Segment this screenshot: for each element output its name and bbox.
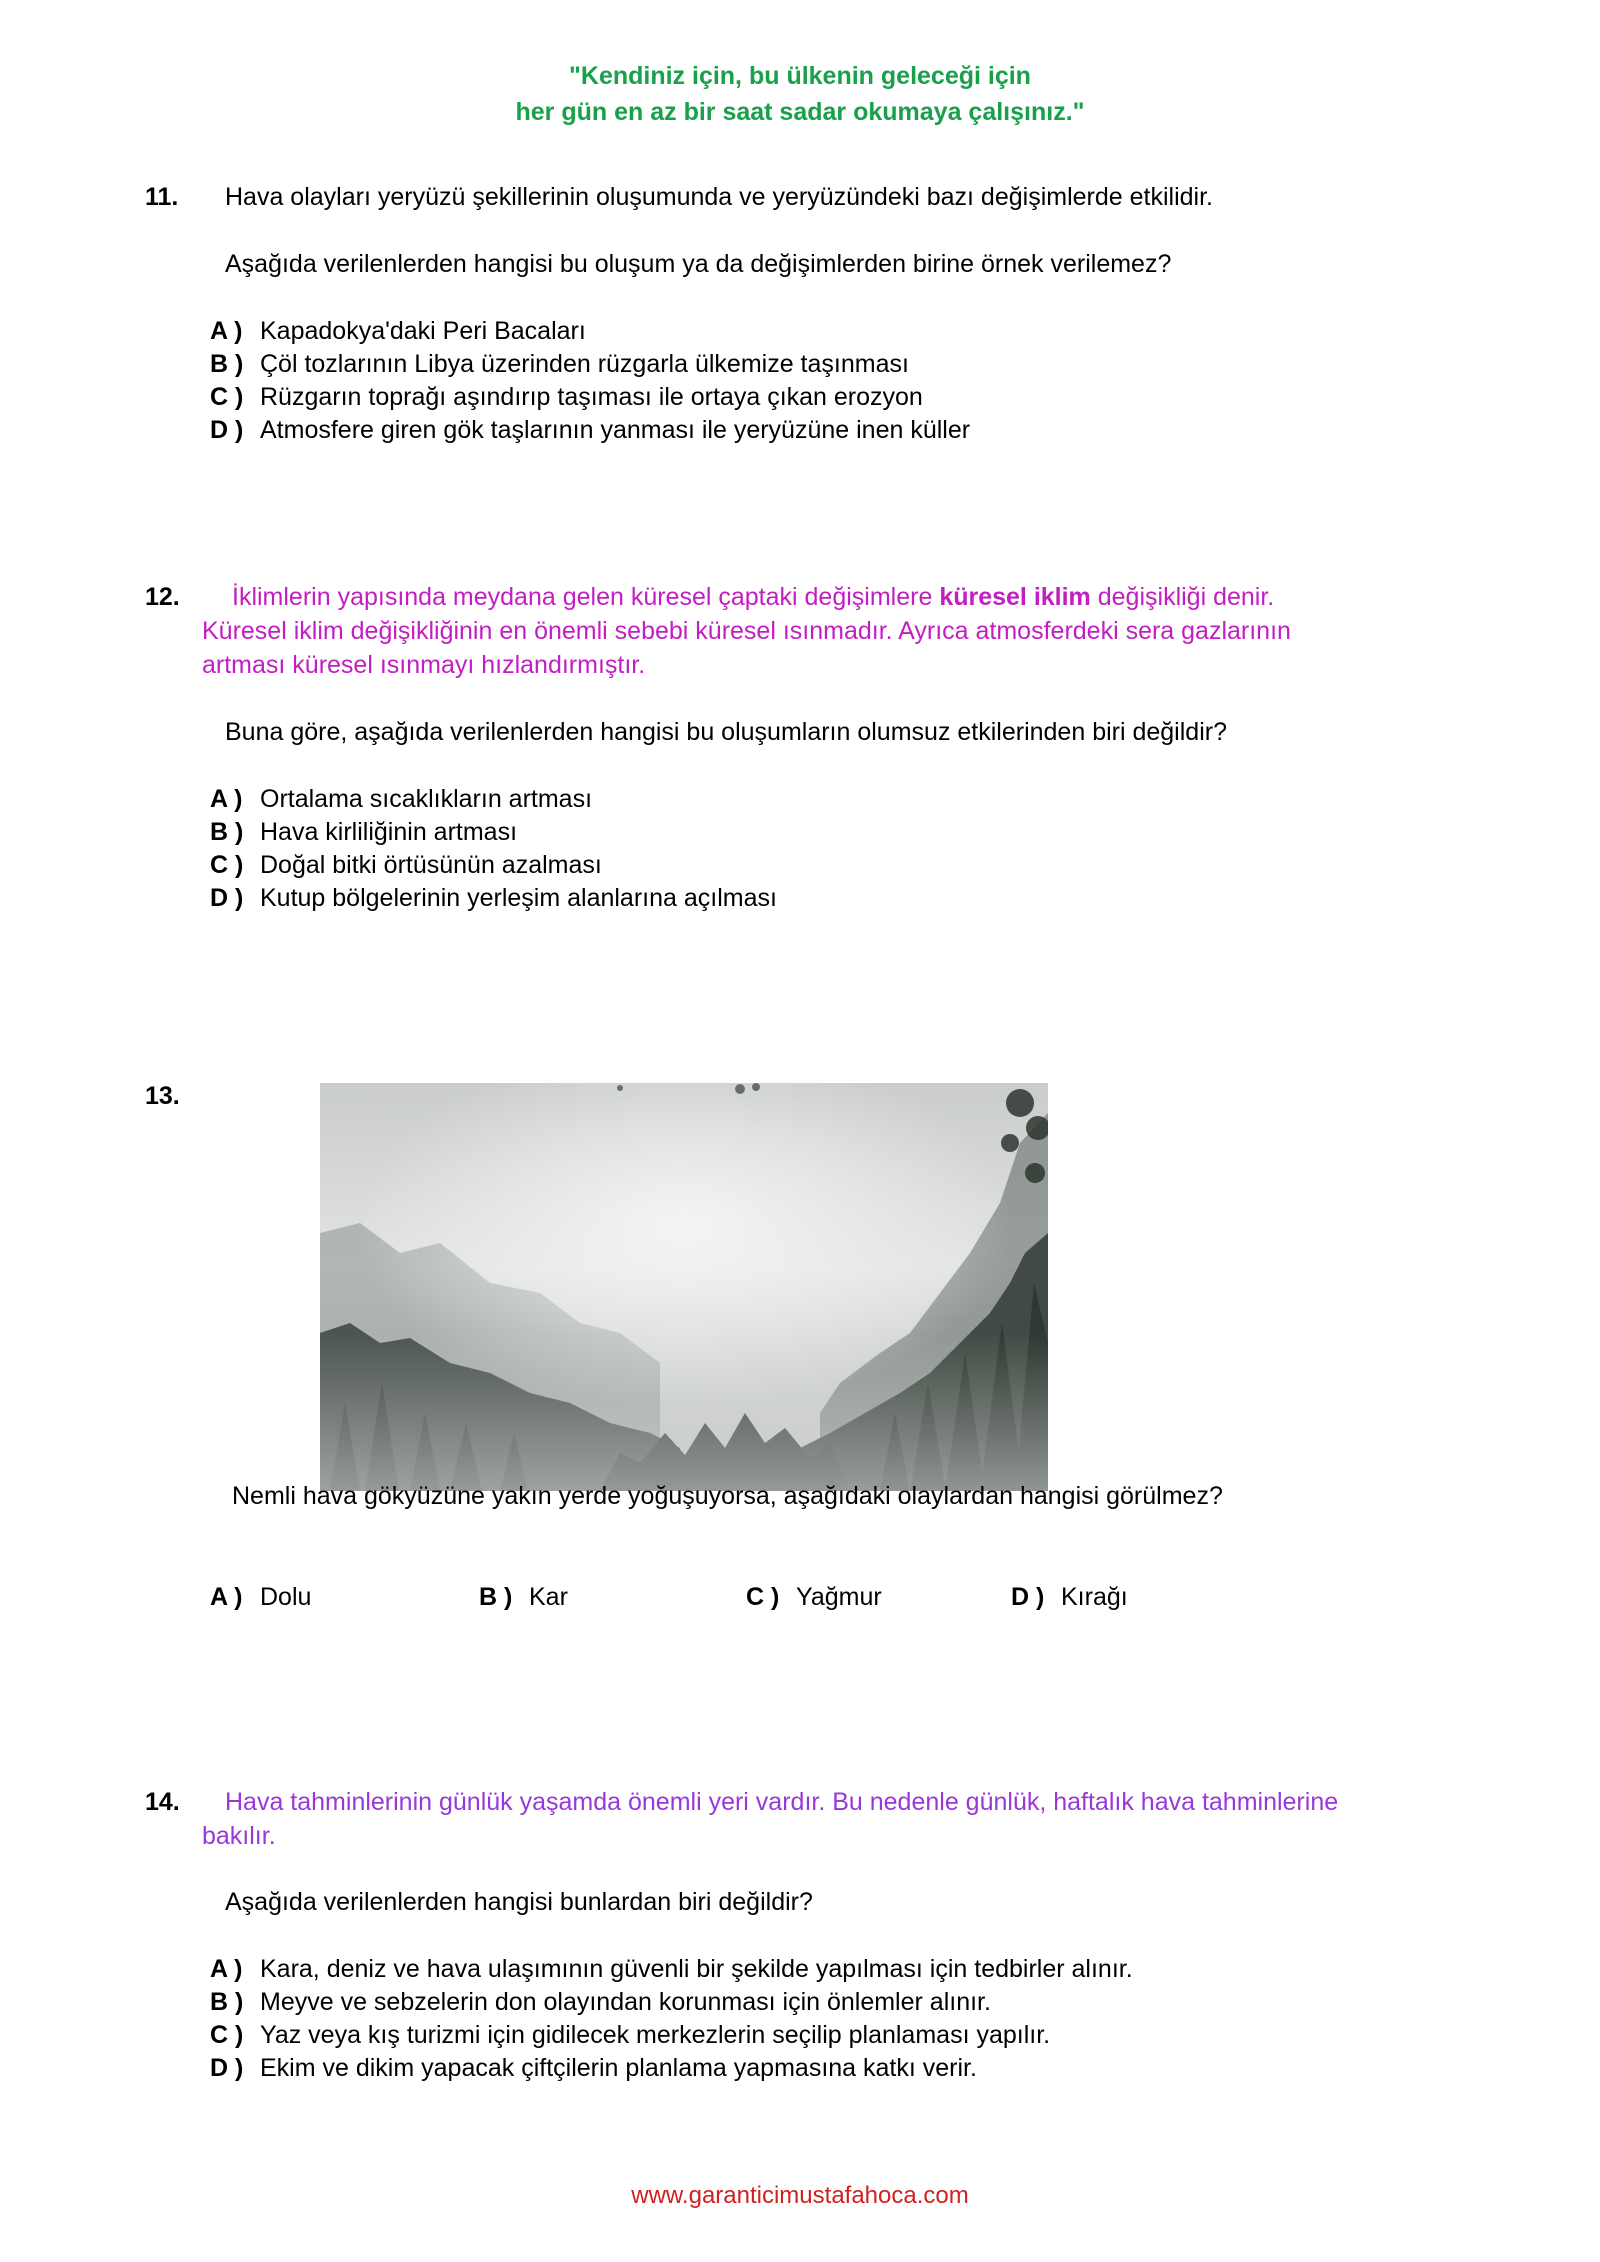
question-text: Buna göre, aşağıda verilenlerden hangisi bu oluşumların olumsuz etkilerinden biri değildir? [225, 718, 1227, 746]
option-letter: A ) [210, 785, 243, 813]
option-text: Çöl tozlarının Libya üzerinden rüzgarla ülkemize taşınması [260, 350, 909, 378]
option-letter: A ) [210, 1955, 243, 1983]
option-text: Ortalama sıcaklıkların artması [260, 785, 593, 813]
option-text: Rüzgarın toprağı aşındırıp taşıması ile ortaya çıkan erozyon [260, 383, 923, 411]
option-letter: B ) [210, 818, 244, 846]
option-text: Doğal bitki örtüsünün azalması [260, 851, 602, 879]
question-text: Nemli hava gökyüzüne yakın yerde yoğuşuyorsa, aşağıdaki olaylardan hangisi görülmez? [232, 1482, 1223, 1510]
option-a [210, 315, 586, 349]
footer-website-link[interactable]: www.garanticimustafahoca.com [631, 2182, 969, 2209]
option-b [210, 816, 517, 850]
option-letter: C ) [210, 851, 244, 879]
option-text: Ekim ve dikim yapacak çiftçilerin planlama yapmasına katkı verir. [260, 2054, 977, 2082]
option-letter: D ) [210, 2054, 244, 2082]
option-a [210, 1581, 311, 1615]
option-text: Meyve ve sebzelerin don olayından korunması için önlemler alınır. [260, 1988, 991, 2016]
question-text: Aşağıda verilenlerden hangisi bu oluşum ya da değişimlerden birine örnek verilemez? [225, 250, 1172, 278]
option-c [210, 849, 602, 883]
question-number: 12. [145, 583, 180, 611]
stem-text: değişikliği denir. [1090, 583, 1275, 611]
option-c [746, 1581, 882, 1615]
option-letter: D ) [1011, 1583, 1045, 1611]
option-letter: C ) [746, 1583, 780, 1611]
option-b [479, 1581, 568, 1615]
option-text: Kutup bölgelerinin yerleşim alanlarına açılması [260, 884, 777, 912]
option-text: Kapadokya'daki Peri Bacaları [260, 317, 586, 345]
header-quote-line-2: her gün en az bir saat sadar okumaya çalışınız." [515, 98, 1085, 126]
option-letter: C ) [210, 2021, 244, 2049]
question-stem-line-1: Hava tahminlerinin günlük yaşamda önemli yeri vardır. Bu nedenle günlük, haftalık hava tahminlerine [225, 1788, 1339, 1816]
foggy-forest-photo [320, 1083, 1048, 1491]
option-text: Yağmur [796, 1583, 882, 1611]
option-letter: B ) [210, 350, 244, 378]
question-stem-line-1 [232, 581, 1274, 615]
option-b [210, 1986, 991, 2020]
option-c [210, 381, 923, 415]
option-text: Kar [529, 1583, 568, 1611]
option-a [210, 1953, 1133, 1987]
option-d [210, 414, 970, 448]
question-number: 11. [145, 183, 179, 211]
option-c [210, 2019, 1050, 2053]
option-letter: A ) [210, 1583, 243, 1611]
header-quote-line-1: "Kendiniz için, bu ülkenin geleceği için [569, 62, 1031, 90]
stem-text: İklimlerin yapısında meydana gelen küresel çaptaki değişimlere [232, 583, 940, 611]
option-text: Yaz veya kış turizmi için gidilecek merkezlerin seçilip planlaması yapılır. [260, 2021, 1051, 2049]
option-a [210, 783, 592, 817]
question-text: Aşağıda verilenlerden hangisi bunlardan biri değildir? [225, 1888, 813, 1916]
stem-bold-term: küresel iklim [939, 583, 1091, 611]
option-text: Dolu [260, 1583, 312, 1611]
option-b [210, 348, 909, 382]
question-stem-line-3: artması küresel ısınmayı hızlandırmıştır. [202, 651, 646, 679]
question-stem-line-2: bakılır. [202, 1822, 276, 1850]
question-stem-line-2: Küresel iklim değişikliğinin en önemli sebebi küresel ısınmadır. Ayrıca atmosferdeki sera gazlarının [202, 617, 1291, 645]
option-text: Kırağı [1061, 1583, 1128, 1611]
option-letter: C ) [210, 383, 244, 411]
option-letter: D ) [210, 884, 244, 912]
option-letter: B ) [479, 1583, 513, 1611]
question-number: 13. [145, 1082, 180, 1110]
option-letter: D ) [210, 416, 244, 444]
option-text: Kara, deniz ve hava ulaşımının güvenli bir şekilde yapılması için tedbirler alınır. [260, 1955, 1133, 1983]
question-stem: Hava olayları yeryüzü şekillerinin oluşumunda ve yeryüzündeki bazı değişimlerde etkilidir. [225, 183, 1213, 211]
option-d [210, 2052, 977, 2086]
option-d [1011, 1581, 1128, 1615]
question-number: 14. [145, 1788, 180, 1816]
option-d [210, 882, 777, 916]
option-letter: A ) [210, 317, 243, 345]
option-text: Atmosfere giren gök taşlarının yanması ile yeryüzüne inen küller [260, 416, 971, 444]
option-letter: B ) [210, 1988, 244, 2016]
option-text: Hava kirliliğinin artması [260, 818, 518, 846]
